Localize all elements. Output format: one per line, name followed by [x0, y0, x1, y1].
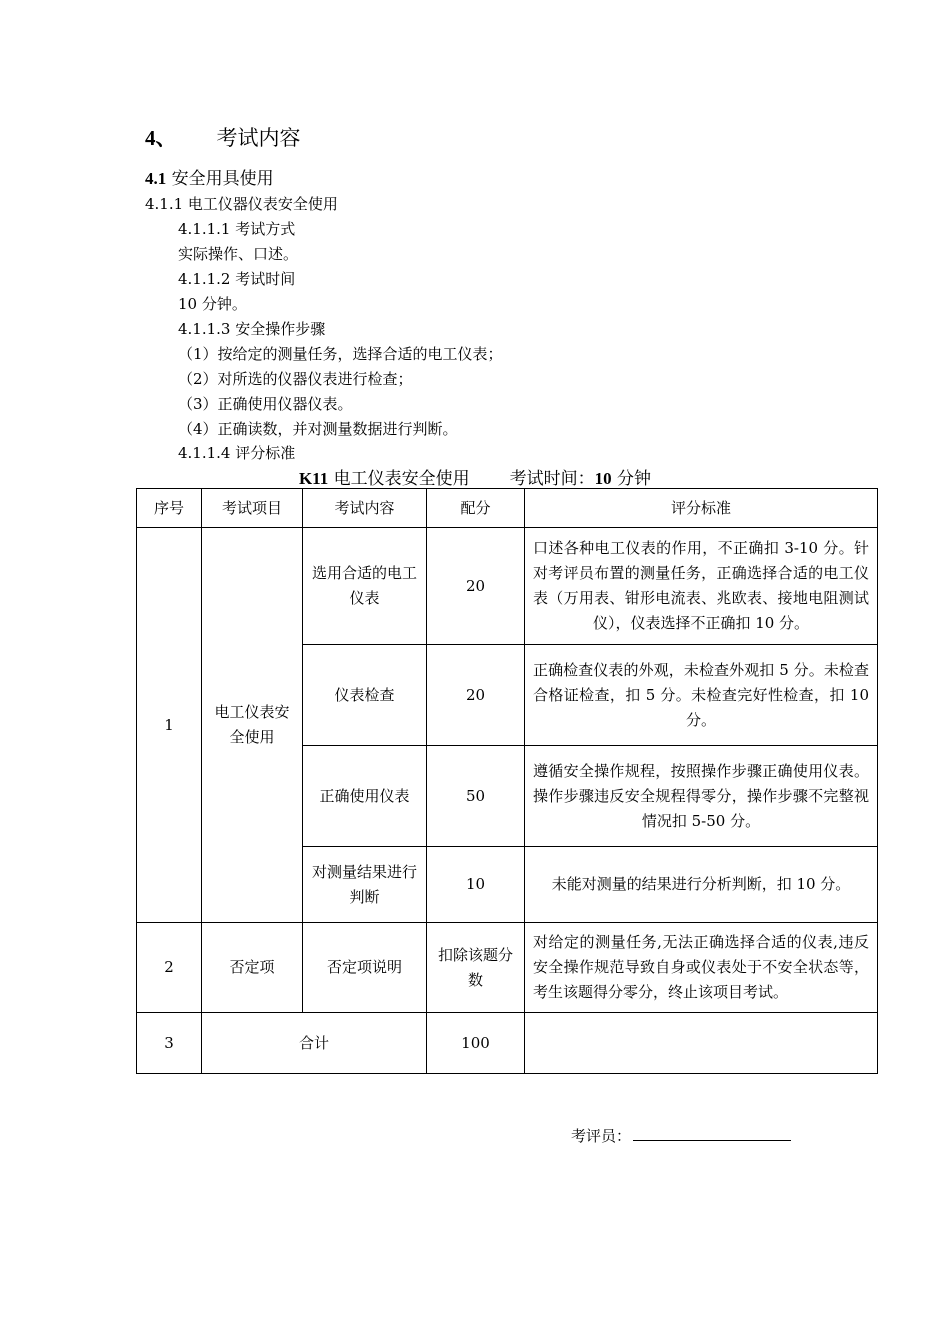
header-content: 考试内容	[303, 489, 427, 528]
table-row	[137, 1013, 878, 1074]
exam-content: 否定项说明	[303, 923, 427, 1013]
criteria: 未能对测量的结果进行分析判断，扣 10 分。	[525, 847, 878, 923]
step-item: （3）正确使用仪器仪表。	[178, 395, 353, 413]
criteria	[525, 1013, 878, 1074]
step-item: （4）正确读数，并对测量数据进行判断。	[178, 420, 458, 438]
subsection-title: 安全用具使用	[171, 169, 274, 189]
steps-title: 4.1.1.3 安全操作步骤	[178, 320, 326, 338]
criteria: 口述各种电工仪表的作用，不正确扣 3-10 分。针对考评员布置的测量任务，正确选择合适的电工仪表（万用表、钳形电流表、兆欧表、接地电阻测试仪），仪表选择不正确扣 10 分。	[525, 528, 878, 645]
step-item: （1）按给定的测量任务，选择合适的电工仪表；	[178, 345, 503, 363]
clause-title: 4.1.1 电工仪器仪表安全使用	[145, 195, 338, 213]
table-header-row	[137, 489, 878, 528]
row-number: 3	[137, 1013, 202, 1074]
time-unit: 分钟	[617, 469, 652, 489]
header-item: 考试项目	[202, 489, 303, 528]
table-row	[137, 923, 878, 1013]
table-name: 电工仪表安全使用	[333, 469, 470, 489]
exam-time-title: 4.1.1.2 考试时间	[178, 270, 296, 288]
header-criteria: 评分标准	[525, 489, 878, 528]
scoring-table	[136, 488, 878, 1074]
time-label: 考试时间：	[509, 469, 595, 489]
subsection-number: 4.1	[145, 169, 167, 188]
row-number: 1	[137, 528, 202, 923]
examiner-signature	[571, 1125, 791, 1146]
score: 50	[427, 746, 525, 847]
score: 100	[427, 1013, 525, 1074]
header-score: 配分	[427, 489, 525, 528]
exam-content: 正确使用仪表	[303, 746, 427, 847]
exam-item: 否定项	[202, 923, 303, 1013]
exam-content: 仪表检查	[303, 645, 427, 746]
section-number: 4、	[145, 126, 177, 150]
criteria: 正确检查仪表的外观，未检查外观扣 5 分。未检查合格证检查，扣 5 分。未检查完好性检查，扣 10 分。	[525, 645, 878, 746]
table-code: K11	[298, 469, 329, 488]
exam-content: 选用合适的电工仪表	[303, 528, 427, 645]
signature-line[interactable]	[633, 1126, 791, 1141]
scoring-title: 4.1.1.4 评分标准	[178, 444, 296, 462]
header-no: 序号	[137, 489, 202, 528]
exam-method-title: 4.1.1.1 考试方式	[178, 220, 296, 238]
score: 10	[427, 847, 525, 923]
criteria: 遵循安全操作规程，按照操作步骤正确使用仪表。操作步骤违反安全规程得零分，操作步骤不完整视情况扣 5-50 分。	[525, 746, 878, 847]
section-heading	[145, 122, 301, 152]
total-label: 合计	[202, 1013, 427, 1074]
table-caption	[0, 464, 950, 489]
section-title: 考试内容	[216, 126, 301, 150]
exam-content: 对测量结果进行判断	[303, 847, 427, 923]
time-value: 10	[594, 469, 612, 488]
exam-method-text: 实际操作、口述。	[178, 245, 299, 263]
score: 20	[427, 528, 525, 645]
step-item: （2）对所选的仪器仪表进行检查；	[178, 370, 413, 388]
score: 扣除该题分数	[427, 923, 525, 1013]
subsection-heading	[145, 164, 274, 189]
exam-time-text: 10 分钟。	[178, 295, 247, 313]
criteria: 对给定的测量任务,无法正确选择合适的仪表,违反安全操作规范导致自身或仪表处于不安全状态等，考生该题得分零分，终止该项目考试。	[525, 923, 878, 1013]
table-row	[137, 528, 878, 645]
exam-item: 电工仪表安全使用	[202, 528, 303, 923]
row-number: 2	[137, 923, 202, 1013]
examiner-label: 考评员：	[571, 1127, 632, 1145]
score: 20	[427, 645, 525, 746]
